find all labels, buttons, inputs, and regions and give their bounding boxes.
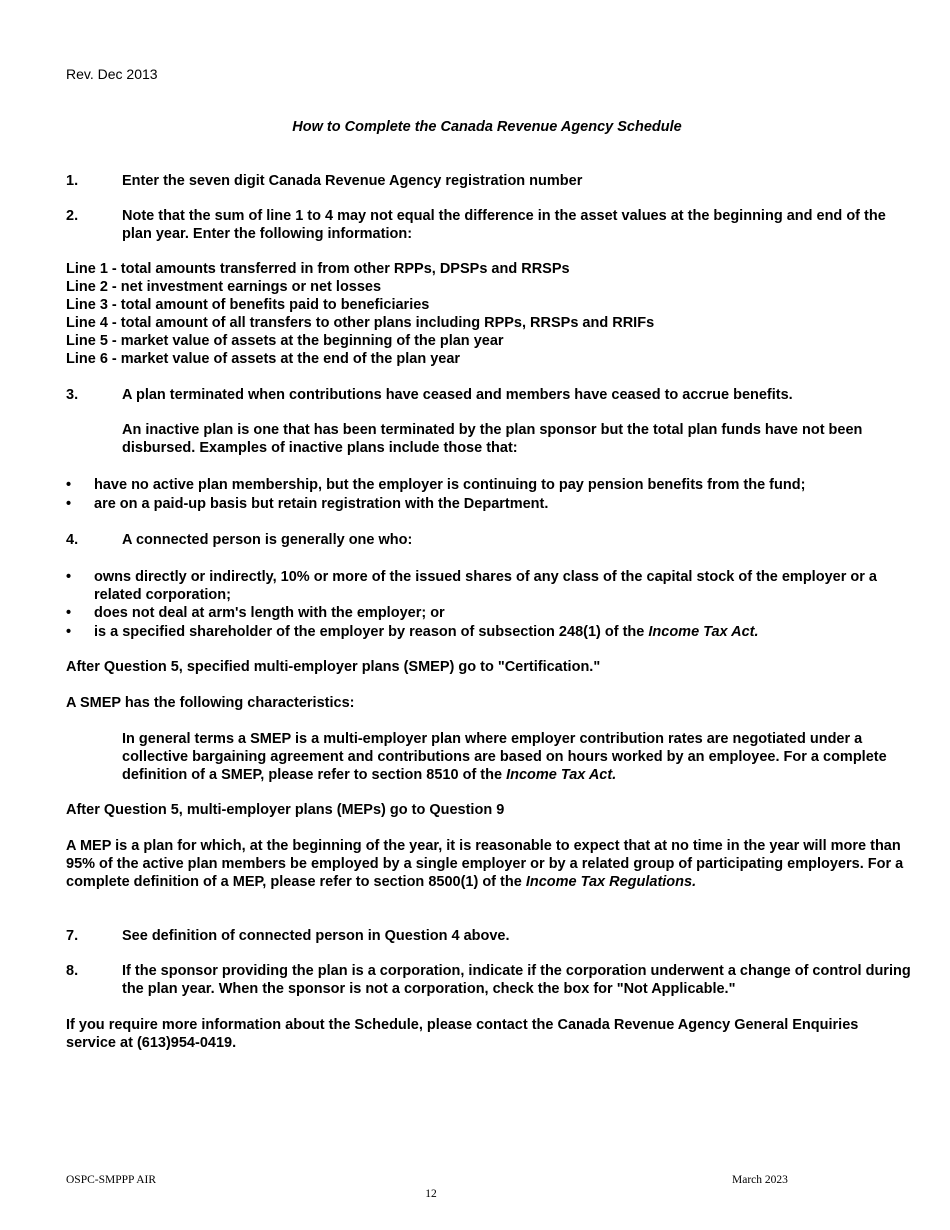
bullet-icon: •	[66, 624, 72, 640]
connected-bullet-1: owns directly or indirectly, 10% or more of the issued shares of any class of the capital stock of the employer or a related corporation;	[94, 569, 877, 603]
line-list	[66, 260, 912, 368]
item-3-text: A plan terminated when contributions have ceased and members have ceased to accrue benefits.	[122, 387, 793, 403]
contact-info: If you require more information about the Schedule, please contact the Canada Revenue Agency General Enquiries service at (613)954-0419.	[66, 1017, 859, 1051]
bullet-icon: •	[66, 605, 72, 621]
item-2-text: Note that the sum of line 1 to 4 may not equal the difference in the asset values at the beginning and end of the plan year. Enter the following information:	[122, 208, 886, 242]
inactive-plan-text: An inactive plan is one that has been terminated by the plan sponsor but the total plan funds have not been disbursed. Examples of inactive plans include those that:	[122, 422, 863, 456]
smep-heading: A SMEP has the following characteristics:	[66, 695, 355, 711]
item-4-text: A connected person is generally one who:	[122, 532, 413, 548]
page-number: 12	[425, 1188, 437, 1200]
item-8-text: If the sponsor providing the plan is a corporation, indicate if the corporation underwent a change of control during the plan year. When the sponsor is not a corporation, check the box for "Not Applicable."	[122, 963, 911, 997]
revision-date: Rev. Dec 2013	[66, 66, 158, 82]
smep-definition: In general terms a SMEP is a multi-employer plan where employer contribution rates are negotiated under a collective bargaining agreement and contributions are based on hours worked by an employee. For a complete definition of a SMEP, please refer to section 8510 of the Income Tax Act.	[122, 731, 887, 783]
mep-after-q5: After Question 5, multi-employer plans (MEPs) go to Question 9	[66, 802, 505, 818]
inactive-bullet-1: have no active plan membership, but the employer is continuing to pay pension benefits from the fund;	[94, 477, 806, 493]
line-item: Line 1 - total amounts transferred in from other RPPs, DPSPs and RRSPs	[66, 261, 570, 277]
item-3-number: 3.	[66, 387, 79, 403]
mep-definition: A MEP is a plan for which, at the beginning of the year, it is reasonable to expect that at no time in the year will more than 95% of the active plan members be employed by a single employer or by a related group of participating employers. For a complete definition of a MEP, please refer to section 8500(1) of the Income Tax Regulations.	[66, 838, 904, 890]
item-7-text: See definition of connected person in Question 4 above.	[122, 928, 510, 944]
line-item: Line 4 - total amount of all transfers to other plans including RPPs, RRSPs and RRIFs	[66, 315, 655, 331]
connected-bullet-2: does not deal at arm's length with the employer; or	[94, 605, 445, 621]
line-item: Line 2 - net investment earnings or net losses	[66, 279, 382, 295]
item-8-number: 8.	[66, 963, 79, 979]
connected-bullet-3: is a specified shareholder of the employer by reason of subsection 248(1) of the Income Tax Act.	[94, 624, 759, 640]
item-4-number: 4.	[66, 532, 79, 548]
item-7-number: 7.	[66, 928, 79, 944]
line-item: Line 5 - market value of assets at the beginning of the plan year	[66, 333, 504, 349]
item-1-number: 1.	[66, 173, 79, 189]
bullet-icon: •	[66, 569, 72, 585]
item-2-number: 2.	[66, 208, 79, 224]
page-title: How to Complete the Canada Revenue Agency Schedule	[292, 119, 682, 135]
footer-form-id: OSPC-SMPPP AIR	[66, 1174, 157, 1186]
inactive-bullet-2: are on a paid-up basis but retain registration with the Department.	[94, 496, 549, 512]
bullet-icon: •	[66, 477, 72, 493]
line-item: Line 6 - market value of assets at the end of the plan year	[66, 351, 461, 367]
footer-date: March 2023	[732, 1174, 788, 1186]
smep-after-q5: After Question 5, specified multi-employer plans (SMEP) go to "Certification."	[66, 659, 601, 675]
item-1-text: Enter the seven digit Canada Revenue Agency registration number	[122, 173, 583, 189]
line-item: Line 3 - total amount of benefits paid to beneficiaries	[66, 297, 430, 313]
bullet-icon: •	[66, 496, 72, 512]
